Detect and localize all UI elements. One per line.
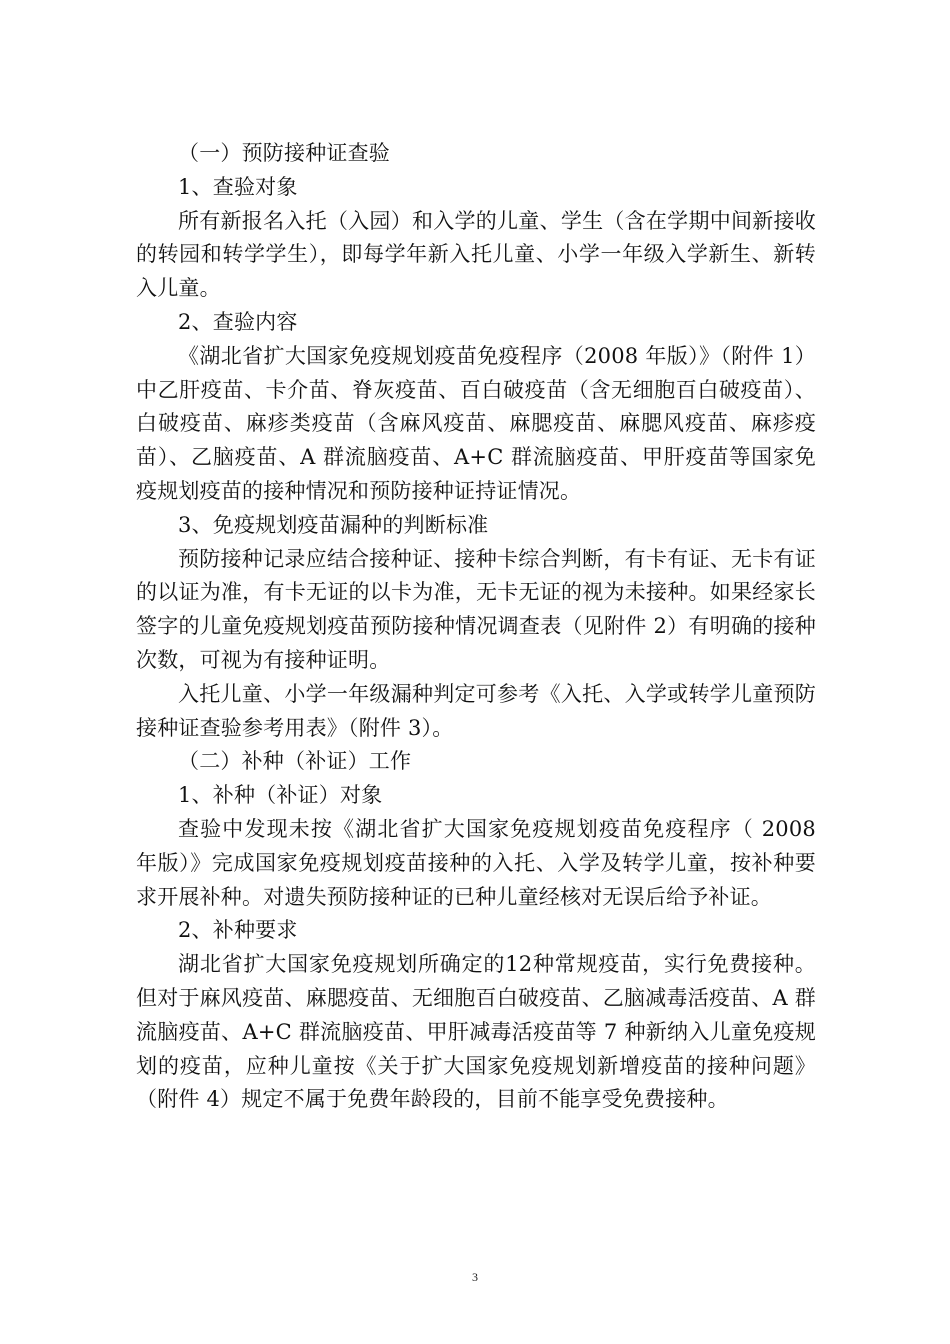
page-number: 3 — [472, 1270, 478, 1284]
subsection-heading: 1、查验对象 — [178, 174, 298, 199]
body-paragraph: 预防接种记录应结合接种证、接种卡综合判断，有卡有证、无卡有证的以证为准，有卡无证的以卡为准，无卡无证的视为未接种。如果经家长签字的儿童免疫规划疫苗预防接种情况调查表（见附件 2）有明确的接种次数，可视为有接种证明。 — [136, 546, 816, 672]
subsection-heading: 2、查验内容 — [178, 309, 298, 334]
document-body — [136, 137, 816, 1117]
body-paragraph: 查验中发现未按《湖北省扩大国家免疫规划疫苗免疫程序（ 2008 年版）》完成国家免疫规划疫苗接种的入托、入学及转学儿童，按补种要求开展补种。对遗失预防接种证的已种儿童经核对无误后给予补证。 — [136, 816, 816, 909]
subsection-heading: 3、免疫规划疫苗漏种的判断标准 — [178, 512, 489, 537]
subsection-heading: 1、补种（补证）对象 — [178, 783, 383, 808]
section-heading: （一）预防接种证查验 — [178, 141, 390, 165]
body-paragraph: 所有新报名入托（入园）和入学的儿童、学生（含在学期中间新接收的转园和转学学生），即每学年新入托儿童、小学一年级入学新生、新转入儿童。 — [136, 208, 816, 301]
body-paragraph: 《湖北省扩大国家免疫规划疫苗免疫程序（2008 年版）》（附件 1）中乙肝疫苗、卡介苗、脊灰疫苗、百白破疫苗（含无细胞百白破疫苗）、白破疫苗、麻疹类疫苗（含麻风疫苗、麻腮疫苗、麻腮风疫苗、麻疹疫苗）、乙脑疫苗、A 群流脑疫苗、A+C 群流脑疫苗、甲肝疫苗等国家免疫规划疫苗的接种情况和预防接种证持证情况。 — [136, 343, 816, 503]
subsection-heading: 2、补种要求 — [178, 918, 298, 943]
section-heading: （二）补种（补证）工作 — [178, 749, 412, 774]
body-paragraph: 湖北省扩大国家免疫规划所确定的12种常规疫苗，实行免费接种。但对于麻风疫苗、麻腮疫苗、无细胞百白破疫苗、乙脑减毒活疫苗、A 群流脑疫苗、A+C 群流脑疫苗、甲肝减毒活疫苗等 7 种新纳入儿童免疫规划的疫苗，应种儿童按《关于扩大国家免疫规划新增疫苗的接种问题》（附件 4）规定不属于免费年龄段的，目前不能享受免费接种。 — [136, 952, 816, 1112]
body-paragraph: 入托儿童、小学一年级漏种判定可参考《入托、入学或转学儿童预防接种证查验参考用表》（附件 3）。 — [136, 681, 816, 740]
